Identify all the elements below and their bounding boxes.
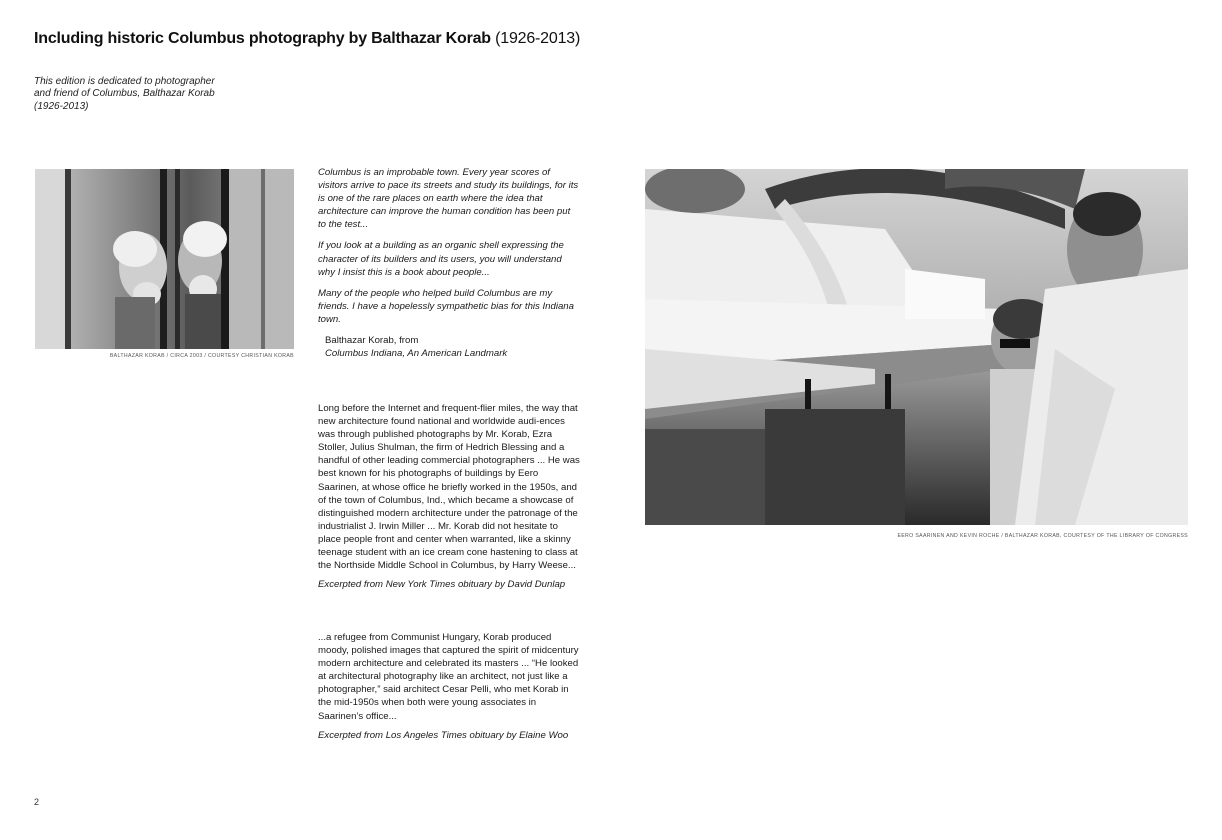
page-title	[34, 30, 580, 48]
dedication-line: (1926-2013)	[34, 100, 89, 112]
photo-caption-left: BALTHAZAR KORAB / CIRCA 2003 / COURTESY CHRISTIAN KORAB	[109, 353, 294, 359]
nyt-source: Excerpted from New York Times obituary by David Dunlap	[318, 579, 566, 591]
quote-attribution	[325, 334, 580, 360]
dedication-line: This edition is dedicated to photographer	[34, 76, 215, 87]
korab-quote	[318, 166, 580, 360]
attribution-name: Balthazar Korab, from	[325, 335, 419, 347]
lat-source: Excerpted from Los Angeles Times obituary by Elaine Woo	[318, 729, 569, 741]
nyt-body: Long before the Internet and frequent-flier miles, the way that new architecture found national and worldwide audi-ences was through published photographs by Mr. Korab, Ezra Stoller, Julius Shulman, the firm of Hedrich Blessing and a handful of other leading commercial photographers ... He was best known for his photographs of buildings by Eero Saarinen, at whose office he briefly worked in the 1950s, and of the town of Columbus, Ind., which became a showcase of distinguished modern architecture under the patronage of the industrialist J. Irwin Miller ... Mr. Korab did not hesitate to place people front and center when warranted, like a skinny teenage student with an ice cream cone hastening to class at the Northside Middle School in Columbus, by Harry Weese...	[318, 403, 580, 572]
lat-excerpt	[318, 631, 580, 742]
lat-body: ...a refugee from Communist Hungary, Korab produced moody, polished images that captured the spirit of midcentury modern architecture and celebrated its masters ... “He looked at architectural photography like an architect, not just like a photographer,” said architect Cesar Pelli, who met Korab in the mid-1950s when both were young associates in Saarinen’s office...	[318, 632, 579, 722]
dedication-line: and friend of Columbus, Balthazar Korab	[34, 88, 215, 100]
quote-paragraph: Columbus is an improbable town. Every year scores of visitors arrive to pace its streets and study its buildings, for its is one of the rare places on earth where the idea that architecture can improve the human condition has been put to the test...	[318, 167, 579, 231]
nyt-excerpt	[318, 402, 580, 591]
page-number: 2	[34, 797, 40, 807]
title-years: (1926-2013)	[495, 30, 581, 47]
photo-balthazar-korab	[35, 169, 294, 349]
photo-caption-right: EERO SAARINEN AND KEVIN ROCHE / BALTHAZAR KORAB, COURTESY OF THE LIBRARY OF CONGRESS	[897, 533, 1188, 539]
title-main: Including historic Columbus photography by Balthazar Korab	[34, 30, 491, 47]
dedication	[34, 76, 244, 113]
attribution-book: Columbus Indiana, An American Landmark	[325, 348, 508, 360]
quote-paragraph: Many of the people who helped build Columbus are my friends. I have a hopelessly sympathetic bias for this Indiana town.	[318, 287, 574, 325]
quote-paragraph: If you look at a building as an organic shell expressing the character of its builders and its users, you will understand why I insist this is a book about people...	[318, 240, 564, 278]
photo-saarinen-roche	[645, 169, 1188, 525]
